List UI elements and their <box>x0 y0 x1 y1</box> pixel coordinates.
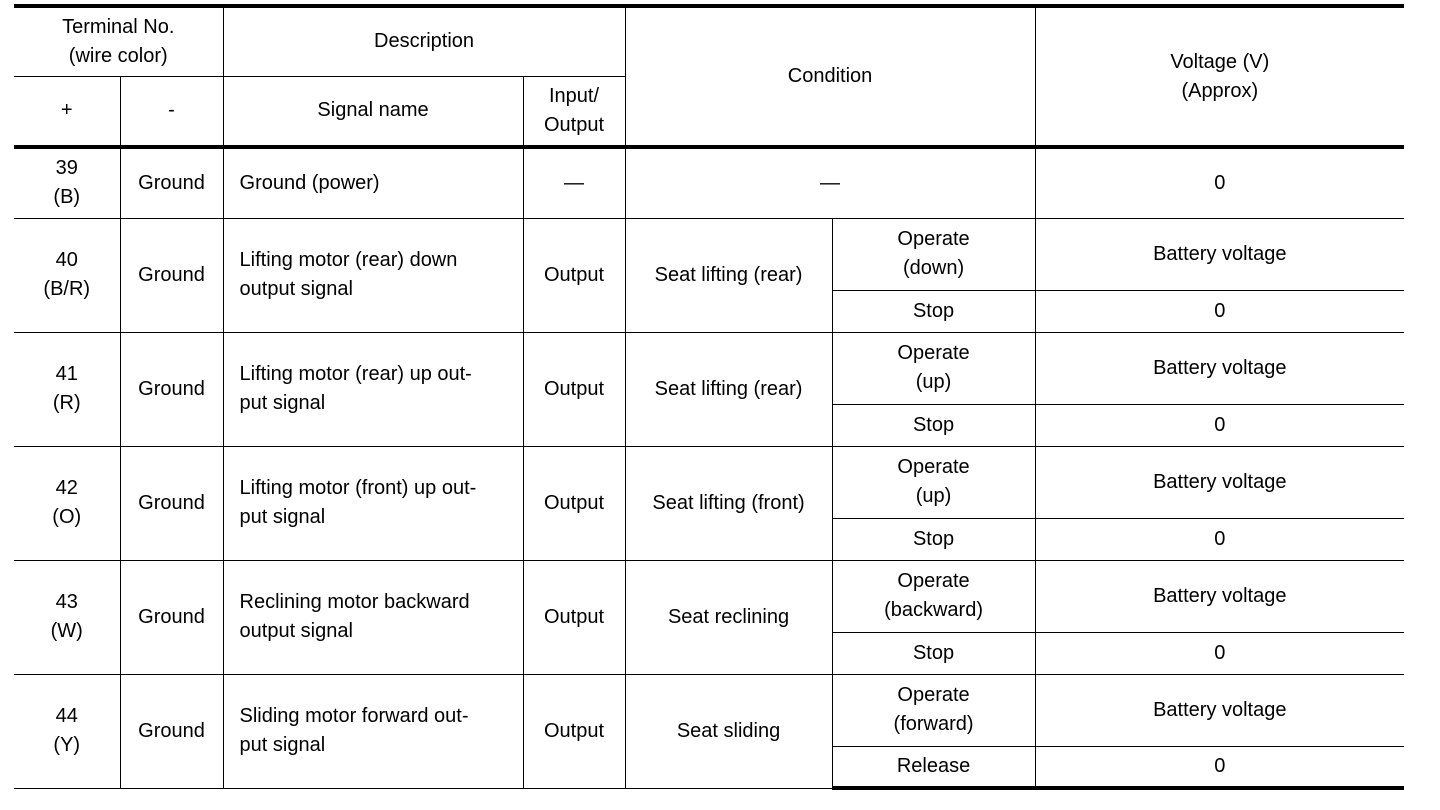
signal-name-cell: Lifting motor (front) up out- put signal <box>223 446 523 560</box>
io-cell: Output <box>523 332 625 446</box>
table-row <box>14 674 1404 746</box>
header-condition: Condition <box>625 6 1035 147</box>
state-cell: Operate (up) <box>832 332 1035 404</box>
terminal-table-container <box>14 4 1404 790</box>
condition-cell: Seat lifting (rear) <box>625 218 832 332</box>
ground-cell: Ground <box>120 446 223 560</box>
state-cell: Operate (backward) <box>832 560 1035 632</box>
voltage-cell: 0 <box>1035 290 1404 332</box>
state-cell: Release <box>832 746 1035 788</box>
voltage-cell: Battery voltage <box>1035 560 1404 632</box>
state-cell: Operate (forward) <box>832 674 1035 746</box>
condition-cell: Seat sliding <box>625 674 832 788</box>
voltage-cell: 0 <box>1035 632 1404 674</box>
ground-cell: Ground <box>120 674 223 788</box>
condition-cell: Seat lifting (front) <box>625 446 832 560</box>
io-cell: Output <box>523 674 625 788</box>
io-cell: Output <box>523 218 625 332</box>
ground-cell: Ground <box>120 218 223 332</box>
terminal-cell: 43 (W) <box>14 560 120 674</box>
condition-cell: Seat reclining <box>625 560 832 674</box>
io-cell: Output <box>523 560 625 674</box>
voltage-cell: Battery voltage <box>1035 332 1404 404</box>
io-cell: — <box>523 147 625 218</box>
signal-name-cell: Ground (power) <box>223 147 523 218</box>
header-voltage: Voltage (V) (Approx) <box>1035 6 1404 147</box>
terminal-cell: 42 (O) <box>14 446 120 560</box>
header-row-top <box>14 6 1404 76</box>
state-cell: Operate (down) <box>832 218 1035 290</box>
state-cell: Stop <box>832 290 1035 332</box>
table-row <box>14 147 1404 218</box>
signal-name-cell: Reclining motor backward output signal <box>223 560 523 674</box>
signal-name-cell: Lifting motor (rear) down output signal <box>223 218 523 332</box>
state-cell: Stop <box>832 404 1035 446</box>
voltage-cell: 0 <box>1035 746 1404 788</box>
header-plus: + <box>14 76 120 147</box>
table-row <box>14 332 1404 404</box>
ground-cell: Ground <box>120 147 223 218</box>
voltage-cell: 0 <box>1035 147 1404 218</box>
voltage-cell: 0 <box>1035 404 1404 446</box>
header-input-output: Input/ Output <box>523 76 625 147</box>
header-terminal: Terminal No. (wire color) <box>14 6 223 76</box>
terminal-cell: 41 (R) <box>14 332 120 446</box>
terminal-cell: 40 (B/R) <box>14 218 120 332</box>
signal-name-cell: Sliding motor forward out- put signal <box>223 674 523 788</box>
ground-cell: Ground <box>120 332 223 446</box>
ground-cell: Ground <box>120 560 223 674</box>
table-row <box>14 560 1404 632</box>
state-cell: Stop <box>832 632 1035 674</box>
state-cell: Operate (up) <box>832 446 1035 518</box>
io-cell: Output <box>523 446 625 560</box>
state-cell: Stop <box>832 518 1035 560</box>
header-signal-name: Signal name <box>223 76 523 147</box>
terminal-cell: 39 (B) <box>14 147 120 218</box>
voltage-cell: 0 <box>1035 518 1404 560</box>
terminal-cell: 44 (Y) <box>14 674 120 788</box>
signal-name-cell: Lifting motor (rear) up out- put signal <box>223 332 523 446</box>
voltage-cell: Battery voltage <box>1035 218 1404 290</box>
terminal-table <box>14 4 1404 790</box>
header-description: Description <box>223 6 625 76</box>
voltage-cell: Battery voltage <box>1035 674 1404 746</box>
voltage-cell: Battery voltage <box>1035 446 1404 518</box>
condition-cell: Seat lifting (rear) <box>625 332 832 446</box>
header-minus: - <box>120 76 223 147</box>
table-row <box>14 446 1404 518</box>
condition-cell: — <box>625 147 1035 218</box>
table-row <box>14 218 1404 290</box>
